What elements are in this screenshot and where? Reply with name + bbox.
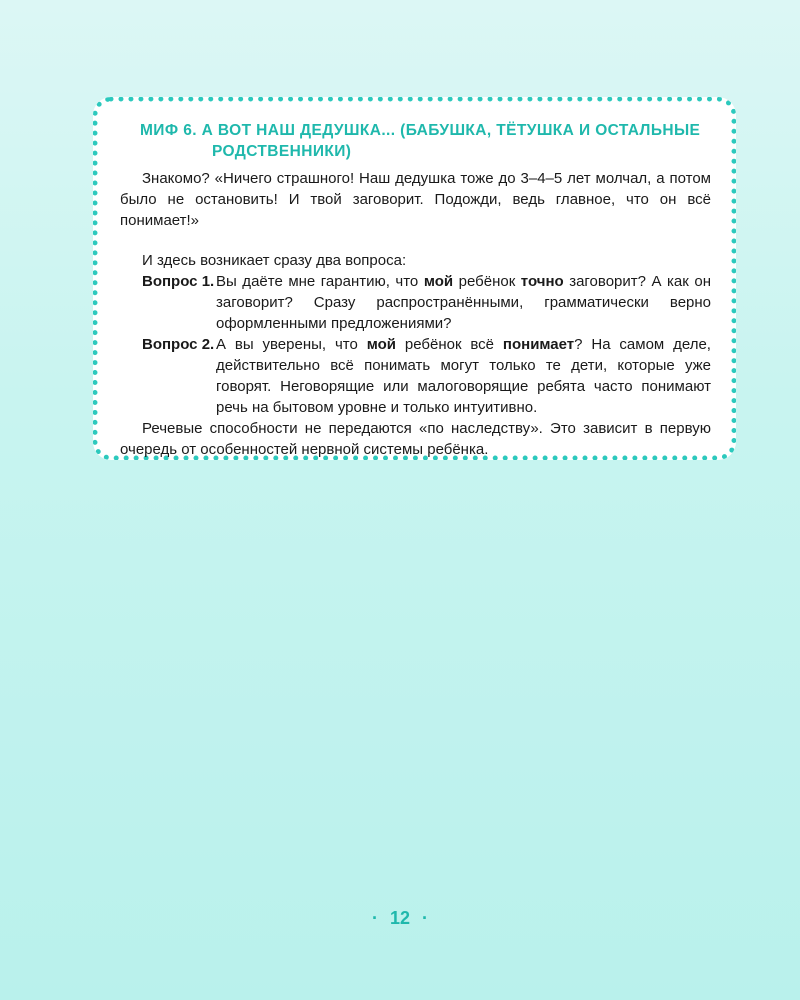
questions-intro: И здесь возникает сразу два вопроса:	[142, 252, 407, 269]
page-number-value: 12	[389, 908, 411, 928]
myth-title	[140, 120, 711, 162]
question-1-text-a: Вы даёте мне гарантию, что	[216, 273, 424, 290]
question-2-label: Вопрос 2.	[142, 336, 215, 353]
question-1-bold-a: мой	[423, 273, 454, 290]
myth-title-line2: РОДСТВЕННИКИ)	[212, 143, 352, 160]
question-2-text-c: ? На самом деле, действительно всё понимать могут только те дети, которые уже говорят. Неговорящие или малоговорящие ребята часто понимают речь на бытовом уровне и только интуитивно.	[216, 336, 711, 416]
question-2-text-b: ребёнок всё	[395, 336, 503, 353]
question-1-text-b: ребёнок	[453, 273, 521, 290]
question-1-label: Вопрос 1.	[142, 273, 215, 290]
question-2-text-a: А вы уверены, что	[216, 336, 367, 353]
conclusion-paragraph: Речевые способности не передаются «по наследству». Это зависит в первую очередь от особенностей нервной системы ребёнка.	[120, 420, 711, 458]
question-2-bold-a: мой	[366, 336, 396, 353]
page-number	[0, 908, 800, 929]
question-1	[120, 271, 711, 334]
page-number-dot-left: ·	[371, 908, 378, 928]
intro-paragraph: Знакомо? «Ничего страшного! Наш дедушка тоже до 3–4–5 лет молчал, а потом было не остановить! И твой заговорит. Подожди, ведь главное, что он всё понимает!»	[120, 170, 711, 229]
question-2-bold-b: понимает	[502, 336, 575, 353]
page-number-dot-right: ·	[422, 908, 429, 928]
question-2	[120, 334, 711, 418]
question-1-bold-b: точно	[520, 273, 564, 290]
question-1-text-c: заговорит? А как он заговорит? Сразу распространёнными, грамматически верно оформленными предложениями?	[216, 273, 711, 332]
myth-title-line1: МИФ 6. А ВОТ НАШ ДЕДУШКА... (БАБУШКА, ТЁТУШКА И ОСТАЛЬНЫЕ	[140, 122, 701, 139]
myth-card	[93, 97, 736, 460]
